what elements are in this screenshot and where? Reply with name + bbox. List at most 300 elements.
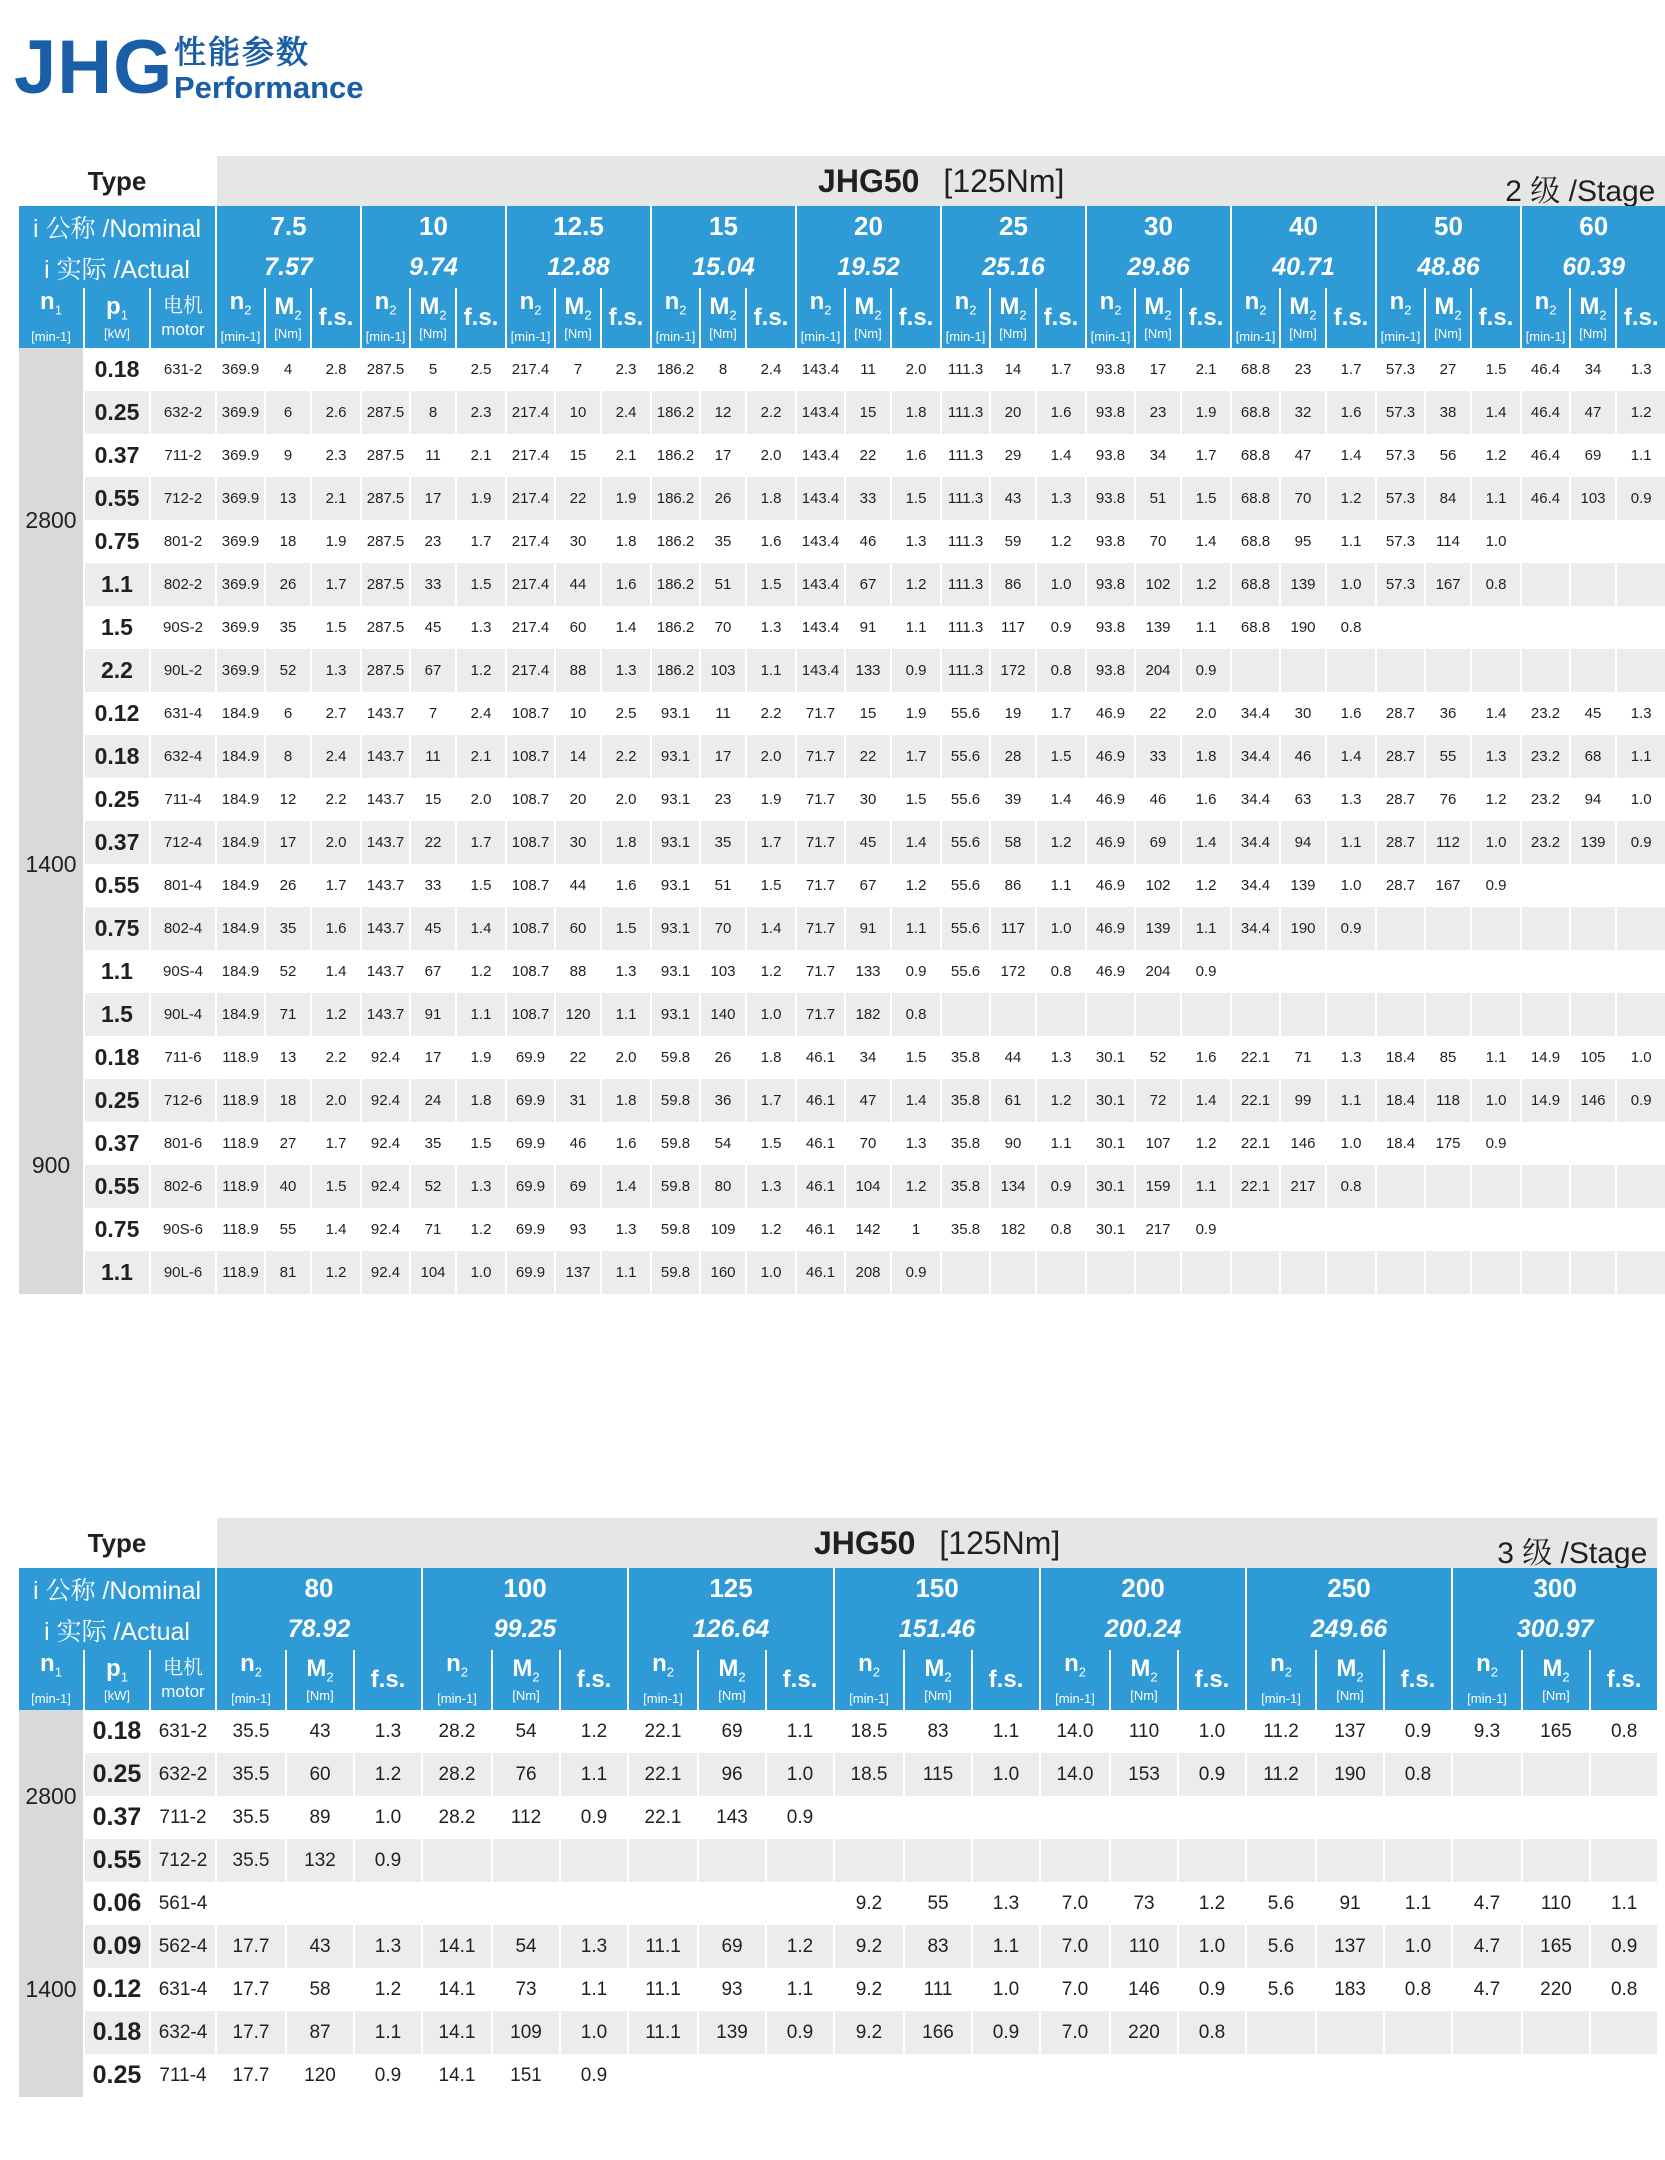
output-speed-cell: 57.3 [1385,447,1416,464]
actual-ratio: 249.66 [1247,1609,1451,1650]
power-value: 0.25 [94,786,140,812]
output-torque-cell: 45 [1584,705,1602,722]
output-torque-header-symbol: $M_2$ [274,292,302,323]
service-factor-cell: 0.9 [892,1251,940,1294]
output-torque-cell: 217 [1281,1165,1325,1208]
output-speed-cell: 23.2 [1522,735,1569,778]
output-speed-cell [1522,1122,1569,1165]
output-speed-cell: 92.4 [370,1221,401,1238]
output-torque-cell: 86 [991,563,1035,606]
output-torque-cell: 55 [279,1221,297,1238]
service-factor-cell [1591,1796,1657,1839]
output-speed-cell: 217.4 [507,563,554,606]
output-speed-cell [942,993,989,1036]
service-factor-cell: 1.5 [457,563,505,606]
rated-torque: [125Nm] [939,1524,1061,1561]
output-torque-cell: 11 [425,447,441,464]
output-speed-cell: 11.1 [629,2011,697,2054]
output-torque-header-symbol: $M_2$ [709,292,737,323]
table-row [19,1839,1657,1882]
output-torque-cell: 68 [1571,735,1615,778]
output-speed-cell: 9.3 [1473,1720,1501,1742]
output-speed-cell: 108.7 [511,705,550,722]
output-speed-cell [629,1882,697,1925]
output-torque-cell: 71 [1294,1049,1312,1066]
output-torque-cell: 6 [283,705,293,722]
output-torque-cell [699,1882,765,1925]
service-factor-header [355,1650,421,1710]
service-factor-cell: 1.3 [615,1221,637,1238]
output-speed-cell: 143.7 [362,907,409,950]
rated-torque: [125Nm] [943,162,1065,199]
output-torque-cell: 107 [1145,1135,1171,1152]
output-speed-cell: 57.3 [1385,361,1416,378]
output-torque-cell: 35 [279,619,297,636]
output-torque-cell: 67 [424,963,442,980]
service-factor-cell: 0.8 [1385,1753,1451,1796]
power-value: 0.18 [85,735,149,778]
output-torque-cell: 20 [569,791,587,808]
output-torque-header [1111,1650,1177,1710]
output-torque-header-letter: M [419,292,440,320]
service-factor-cell: 2.2 [325,1049,347,1066]
service-factor-cell: 2.4 [760,361,782,378]
output-torque-header [1281,288,1325,348]
output-speed-cell: 68.8 [1240,533,1271,550]
output-torque-cell: 81 [266,1251,310,1294]
service-factor-cell: 0.8 [892,993,940,1036]
service-factor-cell: 1.4 [1050,447,1072,464]
output-speed-header-letter: n [1534,288,1550,315]
output-speed-cell: 93.8 [1095,447,1126,464]
service-factor-cell: 0.8 [1037,649,1085,692]
output-torque-header [287,1650,353,1710]
output-speed-cell [1232,1208,1279,1251]
output-speed-header-unit: [min [1055,1691,1080,1707]
output-torque-cell: 47 [1294,447,1312,464]
output-speed-cell: 35.5 [232,1806,270,1828]
output-torque-header-symbol: $M_2$ [718,1654,746,1685]
output-torque-cell: 67 [859,877,877,894]
service-factor-cell [1472,950,1520,993]
output-torque-cell: 137 [556,1251,600,1294]
output-speed-cell: 5.6 [1267,1978,1295,2000]
service-factor-cell: 1.6 [312,907,360,950]
output-speed-cell: 5.6 [1267,1892,1295,1914]
input-speed-value: 1400 [19,1882,83,2097]
output-speed-header-symbol: $n_2$ [519,288,542,318]
output-torque-cell: 29 [1004,447,1022,464]
output-torque-cell: 220 [1111,2011,1177,2054]
output-torque-cell [1317,2011,1383,2054]
output-torque-cell [699,1839,765,1882]
input-speed-header-symbol: $n_1$ [40,1650,62,1680]
service-factor-cell: 2.6 [312,391,360,434]
output-torque-cell: 22 [1149,705,1167,722]
output-speed-cell: 28.7 [1385,877,1416,894]
output-torque-cell: 91 [846,907,890,950]
service-factor-cell: 1.2 [1617,391,1665,434]
output-torque-cell: 96 [699,1753,765,1796]
output-speed-cell [1377,1165,1424,1208]
stage-label: 3 级 /Stage [1497,1537,1648,1568]
output-torque-cell: 99 [1281,1079,1325,1122]
service-factor-header [602,288,650,348]
service-factor-cell: 1 [911,1221,921,1238]
output-torque-header-letter: M [1336,1654,1357,1682]
service-factor-cell: 1.1 [1050,1135,1072,1152]
output-speed-cell: 22.1 [629,1753,697,1796]
output-torque-cell: 139 [1571,821,1615,864]
output-speed-cell: 92.4 [362,1079,409,1122]
output-torque-header-letter: M [1579,292,1600,320]
output-speed-header-unit: [min [643,1691,668,1707]
output-torque-header-symbol: $M_2$ [854,292,882,323]
service-factor-cell: 0.9 [905,963,927,980]
output-torque-cell: 60 [569,619,587,636]
service-factor-cell: 1.6 [1340,705,1362,722]
nominal-ratio-label: i 公称 /Nominal [19,1568,215,1609]
output-speed-cell [1522,864,1569,907]
output-speed-cell [1522,950,1569,993]
output-torque-cell: 159 [1136,1165,1180,1208]
service-factor-cell: 2.5 [470,361,492,378]
output-speed-cell: 118.9 [217,1165,264,1208]
power-value: 0.18 [92,1717,142,1745]
output-torque-cell: 182 [1000,1221,1026,1238]
service-factor-label: f.s. [1333,304,1369,331]
output-torque-cell: 132 [287,1839,353,1882]
output-speed-header [797,288,844,348]
service-factor-header [973,1650,1039,1710]
output-speed-cell: 143.4 [801,619,840,636]
output-torque-cell [699,2054,765,2097]
output-speed-header [217,1650,285,1710]
output-torque-cell: 109 [493,2011,559,2054]
output-torque-cell [1281,993,1325,1036]
output-speed-cell: 143.7 [366,877,405,894]
output-torque-header-unit: [Nm] [854,326,882,342]
output-torque-cell: 220 [1540,1978,1572,2000]
output-speed-cell: 28.7 [1377,735,1424,778]
output-speed-header-letter: n [1476,1650,1491,1677]
output-speed-cell [1453,2011,1521,2054]
output-torque-cell: 36 [701,1079,745,1122]
service-factor-cell: 1.0 [1485,533,1507,550]
output-speed-cell: 28.2 [438,1720,476,1742]
output-speed-cell [1522,563,1569,606]
output-torque-cell: 39 [1004,791,1022,808]
service-factor-cell: 1.4 [747,907,795,950]
output-speed-cell: 93.1 [660,705,691,722]
output-speed-cell: 34.4 [1240,877,1271,894]
output-speed-header-unit-exp: -1] [1405,329,1421,345]
performance-table-3-stage [17,1518,1659,2097]
type-banner [217,1518,1657,1568]
type-label: Type [19,1518,215,1568]
output-speed-cell: 217.4 [507,391,554,434]
output-speed-cell: 93.1 [652,907,699,950]
output-speed-header-unit: [min [1380,329,1406,345]
output-torque-header-symbol: $M_2$ [1130,1654,1158,1685]
output-torque-cell: 67 [846,563,890,606]
output-speed-header-unit: [min [220,329,246,345]
service-factor-cell: 1.2 [892,563,940,606]
output-torque-header [1571,288,1615,348]
output-torque-header-letter: M [564,292,585,320]
service-factor-cell: 1.1 [905,619,927,636]
service-factor-cell: 1.7 [1050,361,1072,378]
header-titles [174,34,364,106]
output-torque-cell: 52 [266,649,310,692]
motor-value: 90S-4 [162,963,204,980]
output-torque-header-unit: [Nm] [306,1688,334,1704]
output-speed-header-unit: [min [1261,1691,1286,1707]
output-speed-cell: 111.3 [947,447,984,464]
service-factor-cell [973,1839,1039,1882]
output-speed-cell: 93.8 [1087,391,1134,434]
output-speed-cell [217,1882,285,1925]
output-speed-cell: 69.9 [515,1049,546,1066]
output-speed-cell: 71.7 [805,791,836,808]
output-torque-cell: 76 [493,1753,559,1796]
table-row [19,1036,1665,1079]
output-torque-cell: 88 [569,963,587,980]
service-factor-cell: 1.6 [905,447,927,464]
output-speed-cell: 68.8 [1240,619,1271,636]
service-factor-cell [1327,649,1375,692]
output-speed-cell: 59.8 [660,1049,691,1066]
service-factor-cell: 1.4 [892,1079,940,1122]
output-speed-cell: 69.9 [507,1079,554,1122]
input-power-header [85,288,149,348]
power-value: 1.1 [85,1251,149,1294]
service-factor-cell: 1.3 [1037,477,1085,520]
motor-header-cn: 电机 [163,1657,203,1679]
table-row [19,1796,1657,1839]
actual-ratio: 7.57 [217,247,360,288]
output-torque-cell: 20 [991,391,1035,434]
output-torque-cell: 40 [266,1165,310,1208]
output-speed-header-letter: n [954,288,970,315]
table-row [19,563,1665,606]
service-factor-cell: 1.7 [1195,447,1217,464]
service-factor-cell: 1.3 [457,1165,505,1208]
output-torque-header-symbol: $M_2$ [512,1654,540,1685]
output-torque-cell: 55 [1426,735,1470,778]
service-factor-cell: 1.0 [1340,1135,1362,1152]
service-factor-cell [1385,2054,1451,2097]
output-speed-header-symbol: $n_2$ [1389,288,1412,318]
power-value: 0.37 [94,442,140,468]
output-speed-cell: 14.9 [1522,1079,1569,1122]
output-torque-cell: 19 [1004,705,1022,722]
service-factor-cell: 1.5 [747,563,795,606]
service-factor-cell: 1.0 [973,1753,1039,1796]
actual-ratio: 99.25 [423,1609,627,1650]
output-torque-cell: 6 [266,391,310,434]
output-torque-cell: 44 [1004,1049,1022,1066]
service-factor-cell: 0.8 [1050,963,1072,980]
output-speed-cell: 35.5 [232,1720,270,1742]
service-factor-cell [973,2054,1039,2097]
output-speed-cell: 68.8 [1240,447,1271,464]
output-speed-cell: 11.2 [1263,1720,1299,1742]
output-speed-cell: 118.9 [222,1049,259,1066]
table-row [19,1882,1657,1925]
output-torque-cell: 118 [1426,1079,1470,1122]
motor-value: 90L-6 [151,1251,215,1294]
output-torque-cell [493,1839,559,1882]
output-speed-cell: 287.5 [362,649,409,692]
output-torque-cell: 110 [1540,1892,1572,1914]
output-speed-cell: 111.3 [947,619,984,636]
service-factor-cell: 0.9 [1485,877,1507,894]
output-speed-header [1232,288,1279,348]
output-speed-header-unit: [min [1467,1691,1492,1707]
output-speed-cell: 22.1 [644,1806,682,1828]
type-banner [217,156,1665,206]
output-speed-cell: 57.3 [1385,533,1416,550]
table-row [19,391,1665,434]
output-speed-cell: 71.7 [797,993,844,1036]
output-torque-header-letter: M [306,1654,327,1682]
service-factor-cell: 1.2 [580,1720,608,1742]
output-speed-cell: 55.6 [950,705,981,722]
output-speed-cell: 69.9 [507,1251,554,1294]
output-torque-cell: 70 [714,619,732,636]
output-speed-header-letter: n [374,288,390,315]
service-factor-label: f.s. [1478,304,1514,331]
output-speed-cell: 17.7 [217,2011,285,2054]
output-speed-header [1453,1650,1521,1710]
output-torque-cell: 114 [1436,533,1460,550]
service-factor-cell: 2.1 [1195,361,1217,378]
output-speed-header-symbol: $n_2$ [1064,1650,1086,1680]
service-factor-cell: 1.5 [325,619,347,636]
output-torque-cell [1426,1208,1470,1251]
output-speed-cell: 17.7 [232,1978,270,2000]
output-speed-header-symbol: $n_2$ [1270,1650,1292,1680]
output-speed-cell: 57.3 [1377,563,1424,606]
output-torque-cell: 15 [424,791,442,808]
service-factor-cell: 1.6 [1327,391,1375,434]
output-torque-cell: 120 [556,993,600,1036]
output-speed-cell: 143.4 [801,533,840,550]
output-torque-cell: 52 [279,963,297,980]
output-speed-cell: 184.9 [217,821,264,864]
service-factor-cell: 1.7 [325,1135,347,1152]
service-factor-cell: 1.1 [580,1978,608,2000]
output-speed-cell: 7.0 [1041,2011,1109,2054]
service-factor-cell: 1.2 [470,1221,492,1238]
output-speed-cell [1377,907,1424,950]
output-torque-cell: 86 [1004,877,1022,894]
output-torque-header-unit: [Nm] [1542,1688,1570,1704]
service-factor-cell [1617,1208,1665,1251]
output-speed-cell: 186.2 [656,447,695,464]
output-speed-header-symbol: $n_2$ [229,288,252,318]
service-factor-cell: 1.1 [355,2011,421,2054]
motor-value: 90S-6 [162,1221,204,1238]
output-torque-cell: 73 [1133,1892,1155,1914]
output-torque-cell: 110 [1111,1925,1177,1968]
output-speed-cell: 93.8 [1095,619,1126,636]
output-speed-cell: 5.6 [1247,1925,1315,1968]
actual-ratio: 12.88 [507,247,650,288]
output-torque-cell: 90 [1004,1135,1022,1152]
output-speed-header-unit: [min [945,329,971,345]
output-speed-header-unit: [min [437,1691,462,1707]
output-torque-cell: 18 [279,533,297,550]
actual-ratio: 300.97 [1453,1609,1657,1650]
service-factor-header [1385,1650,1451,1710]
output-torque-cell [1571,864,1615,907]
output-torque-header [905,1650,971,1710]
output-speed-cell: 46.1 [797,1165,844,1208]
output-torque-cell: 52 [411,1165,455,1208]
output-torque-cell: 43 [287,1925,353,1968]
service-factor-cell: 0.9 [892,649,940,692]
output-torque-cell: 89 [309,1806,331,1828]
output-speed-header-unit: [min [655,329,681,345]
table-row [19,2011,1657,2054]
input-speed-value: 900 [19,1036,83,1294]
table-row [19,1122,1665,1165]
output-torque-header-letter: M [718,1654,739,1682]
power-value: 0.09 [85,1925,149,1968]
service-factor-cell: 1.3 [615,963,637,980]
power-value: 0.25 [85,1753,149,1796]
output-torque-header [1523,1650,1589,1710]
output-speed-cell: 93.8 [1087,563,1134,606]
output-torque-cell [1136,1251,1180,1294]
output-torque-cell: 33 [411,563,455,606]
output-speed-cell: 14.1 [438,2064,476,2086]
output-torque-cell: 109 [710,1221,736,1238]
output-speed-cell [1377,1251,1424,1294]
service-factor-label: f.s. [1623,304,1659,331]
service-factor-cell: 1.1 [1617,735,1665,778]
output-speed-header-letter: n [809,288,825,315]
output-speed-cell: 143.7 [362,735,409,778]
input-speed-header-symbol: $n_1$ [40,288,62,318]
output-speed-header-unit: [min [1090,329,1116,345]
power-value: 0.37 [92,1803,142,1831]
output-speed-cell [1522,520,1569,563]
motor-value: 631-2 [163,361,203,378]
input-power-header-symbol: $p_1$ [106,292,128,323]
power-value: 2.2 [85,649,149,692]
service-factor-cell: 1.3 [747,1165,795,1208]
power-value: 0.75 [94,528,140,554]
output-torque-cell: 22 [569,1049,587,1066]
motor-value: 802-4 [151,907,215,950]
motor-value: 801-2 [163,533,203,550]
output-speed-cell: 46.9 [1095,791,1126,808]
nominal-ratio: 15 [652,206,795,247]
service-factor-cell: 1.9 [470,1049,492,1066]
power-value: 0.37 [85,821,149,864]
output-torque-header-symbol: $M_2$ [1434,292,1462,323]
output-speed-cell: 35.8 [942,1165,989,1208]
service-factor-cell: 1.1 [1050,877,1072,894]
output-torque-cell: 153 [1111,1753,1177,1796]
service-factor-label: f.s. [370,1666,406,1693]
table-row [19,1753,1657,1796]
service-factor-cell [1472,993,1520,1036]
output-torque-cell: 61 [991,1079,1035,1122]
